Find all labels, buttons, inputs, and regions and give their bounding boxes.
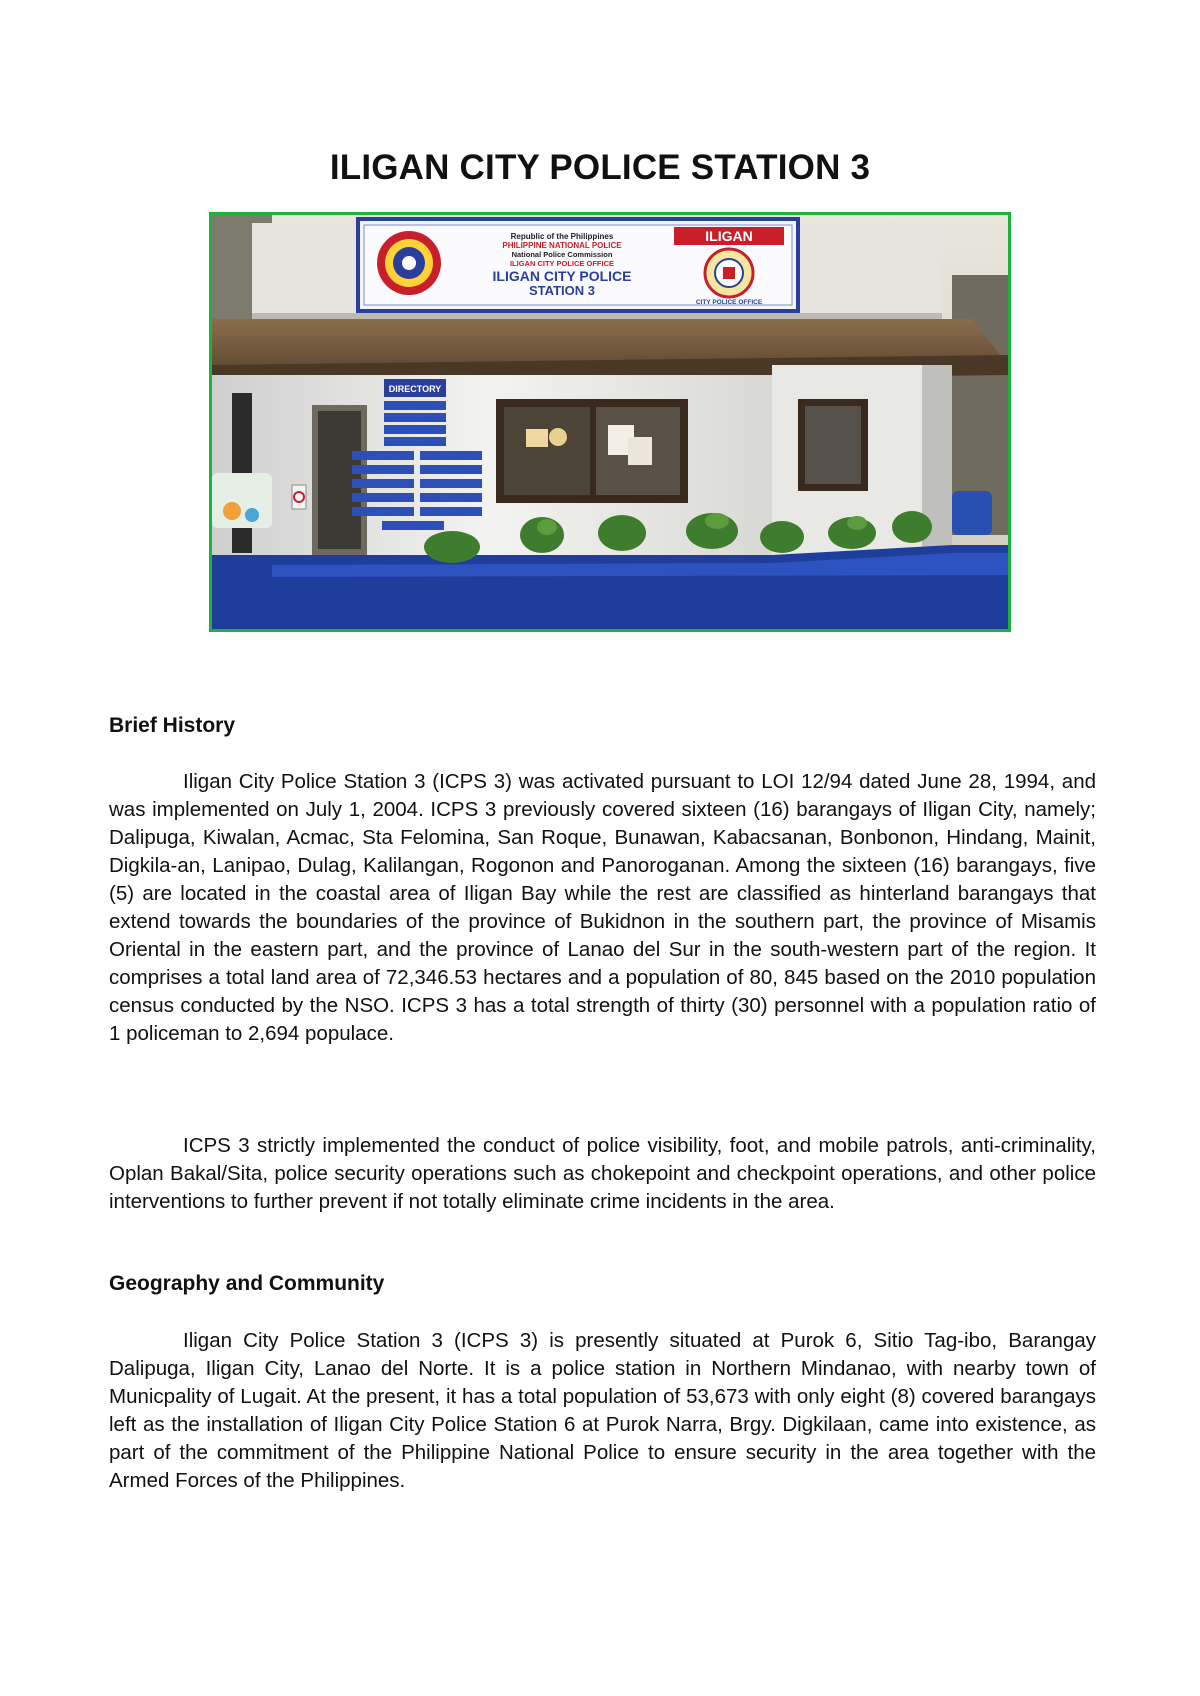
page-title: ILIGAN CITY POLICE STATION 3 [329, 148, 871, 187]
directory-label: DIRECTORY [388, 384, 442, 394]
brief-history-paragraph-2-block [109, 1132, 1096, 1216]
station-signboard [358, 219, 798, 311]
brief-history-paragraph-1: Iligan City Police Station 3 (ICPS 3) was activated pursuant to LOI 12/94 dated June 28, 1994, and was implemented on July 1, 2004. ICPS 3 previously covered sixteen (16) barangays of Iligan City, namely; Dalipuga, Kiwalan, Acmac, Sta Felomina, San Roque, Bunawan, Kabacsanan, Bonbonon, Hindang, Mainit, Digkila-an, Lanipao, Dulag, Kalilangan, Rogonon and Panoroganan. Among the sixteen (16) barangays, five (5) are located in the coastal area of Iligan Bay while the rest are classified as hinterland barangays that extend towards the boundaries of the province of Bukidnon in the southern part, the province of Misamis Oriental in the eastern part, and the province of Lanao del Sur in the south-western part of the region. It comprises a total land area of 72,346.53 hectares and a population of 80, 845 based on the 2010 population census conducted by the NSO. ICPS 3 has a total strength of thirty (30) personnel with a population ratio of 1 policeman to 2,694 populace. [109, 770, 1096, 1045]
section-brief-history [109, 714, 1096, 738]
brief-history-paragraph-1-block [109, 768, 1096, 1048]
pnp-emblem [377, 231, 441, 295]
sign-main-2: STATION 3 [529, 283, 595, 298]
station-photo [209, 212, 1011, 632]
sign-badge-text: ILIGAN [705, 228, 753, 244]
sign-badge-sub: CITY POLICE OFFICE [695, 299, 763, 306]
sign-main-1: ILIGAN CITY POLICE [492, 268, 632, 284]
section-geography [109, 1272, 1096, 1296]
geography-paragraph-1: Iligan City Police Station 3 (ICPS 3) is presently situated at Purok 6, Sitio Tag-ibo, Barangay Dalipuga, Iligan City, Lanao del Norte. It is a police station in Northern Mindanao, with nearby town of Municpality of Lugait. At the present, it has a total population of 53,673 with only eight (8) covered barangays left as the installation of Iligan City Police Station 6 at Purok Narra, Brgy. Digkilaan, came into existence, as part of the commitment of the Philippine National Police to ensure security in the area together with the Armed Forces of the Philippines. [109, 1329, 1096, 1492]
sign-line-2: PHILIPPINE NATIONAL POLICE [502, 241, 622, 250]
sign-line-4: ILIGAN CITY POLICE OFFICE [509, 259, 615, 268]
section-heading: Geography and Community [109, 1272, 385, 1295]
station-photo-illustration [212, 215, 1008, 629]
sign-line-3: National Police Commission [511, 250, 613, 259]
geography-paragraph-1-block [109, 1327, 1096, 1495]
sign-line-1: Republic of the Philippines [510, 232, 614, 241]
section-heading: Brief History [109, 714, 236, 737]
brief-history-paragraph-2: ICPS 3 strictly implemented the conduct of police visibility, foot, and mobile patrols, anti-criminality, Oplan Bakal/Sita, police security operations such as chokepoint and checkpoint operations, and other police interventions to further prevent if not totally eliminate crime incidents in the area. [109, 1134, 1096, 1213]
iligan-city-police-seal [705, 249, 753, 297]
